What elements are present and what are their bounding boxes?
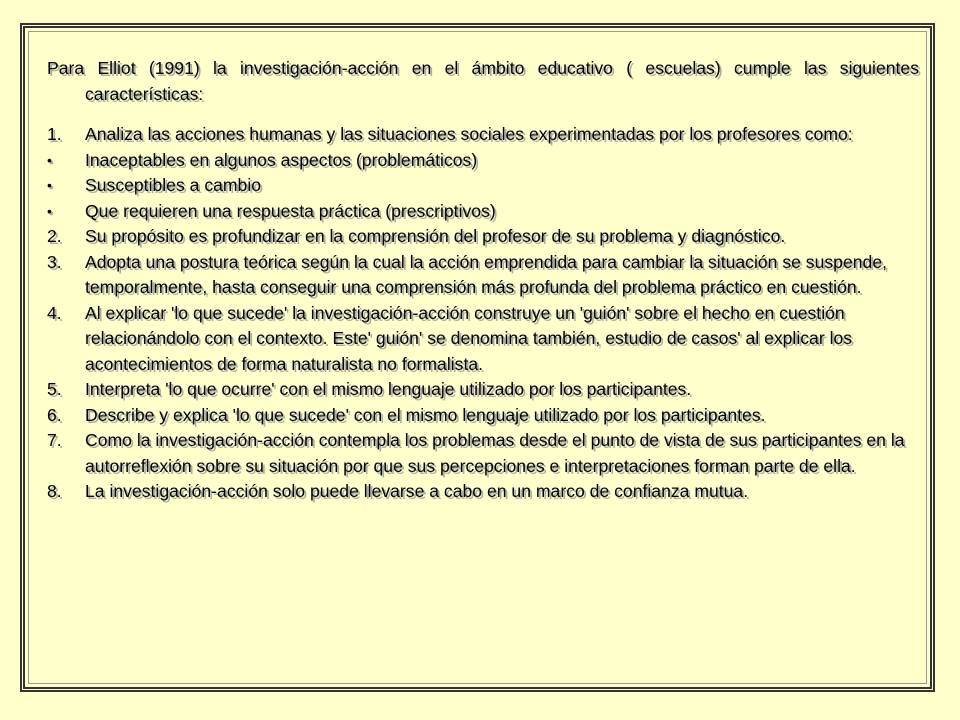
list-item [47,301,919,378]
list-item-text: La investigación-acción solo puede llevarse a cabo en un marco de confianza mutua. [85,481,749,501]
bullet-icon: • [47,202,52,219]
bullet-item-text: Inaceptables en algunos aspectos (problemáticos) [85,149,478,170]
list-marker: 7. [47,430,62,450]
list-marker: 6. [47,404,62,425]
list-item-text: Interpreta 'lo que ocurre' con el mismo lenguaje utilizado por los participantes. [85,379,692,399]
list-item [47,403,919,429]
list-marker: 4. [47,302,62,323]
list-marker: 8. [47,481,62,501]
list-item [47,250,919,301]
list-marker: 2. [47,226,62,246]
bullet-item [47,199,919,225]
bullet-icon: • [47,151,52,168]
bullet-item-text: Susceptibles a cambio [85,175,262,195]
list-item [47,377,919,403]
bullet-item-text: Que requieren una respuesta práctica (prescriptivos) [85,200,496,221]
list-item [47,122,919,148]
bullet-icon: • [47,177,52,193]
list-marker: 3. [47,251,62,272]
list-item-text: Como la investigación-acción contempla los problemas desde el punto de vista de sus participantes en la autorreflexión sobre su situación por que sus percepciones e interpretaciones forman parte de ella. [85,430,905,476]
list-item-text: Al explicar 'lo que sucede' la investigación-acción construye un 'guión' sobre el hecho en cuestión relacionándolo con el contexto. Este' guión' se denomina también, estudio de casos' al explicar los acontecimientos de forma naturalista no formalista. [85,302,853,374]
list-item-text: Analiza las acciones humanas y las situaciones sociales experimentadas por los profesores como: [85,124,853,144]
list-item [47,224,919,250]
list-item [47,479,919,505]
bullet-item [47,148,919,174]
list-marker: 1. [47,124,62,144]
intro-paragraph: Para Elliot (1991) la investigación-acción en el ámbito educativo ( escuelas) cumple las siguientes características: [47,58,919,104]
list-item-text: Su propósito es profundizar en la comprensión del profesor de su problema y diagnóstico. [85,226,786,246]
slide-content [47,56,919,505]
list-item-text: Adopta una postura teórica según la cual la acción emprendida para cambiar la situación se suspende, temporalmente, hasta conseguir una comprensión más profunda del problema práctico en cuestión. [85,251,887,297]
list-item [47,428,919,479]
list-item-text: Describe y explica 'lo que sucede' con el mismo lenguaje utilizado por los participantes. [85,404,766,425]
bullet-item [47,173,919,199]
list-marker: 5. [47,379,62,399]
